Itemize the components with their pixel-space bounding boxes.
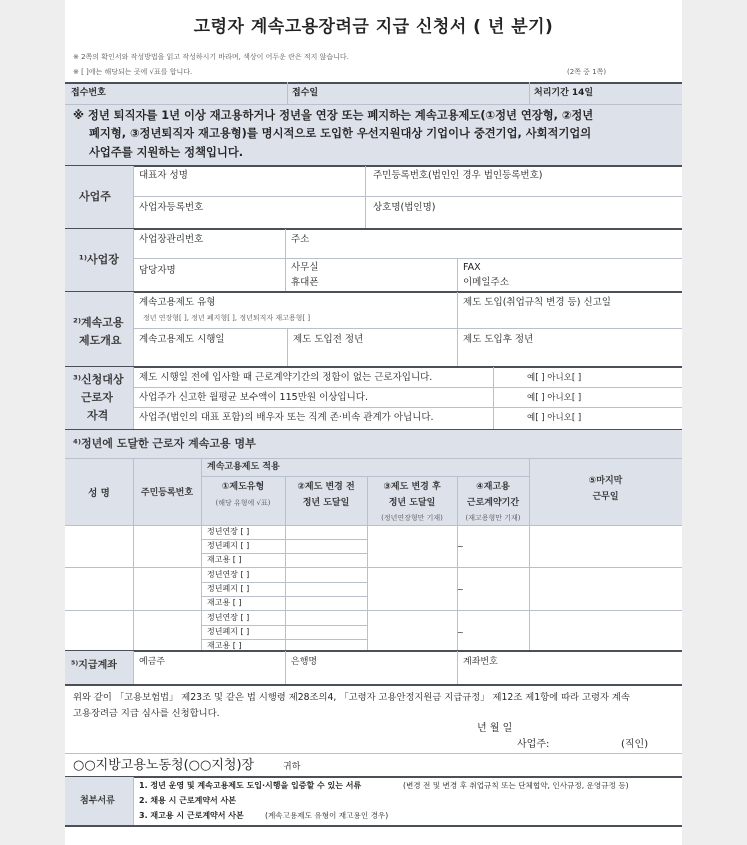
col-last-2: 근무일 [592,492,619,502]
intro-line-2: 폐지형, ③정년퇴직자 재고용형)를 명시적으로 도입한 우선지원대상 기업이나 중견기업, 사회적기업의 [89,127,592,140]
attachment-1-detail: (변경 전 및 변경 후 취업규칙 또는 단체협약, 인사규정, 운영규정 등) [403,781,629,790]
eligibility-check-1[interactable]: 예[ ] 아니오[ ] [527,373,582,383]
employer-signature-label[interactable]: 사업주: [517,739,550,750]
attachment-3-detail: (계속고용제도 유형이 재고용인 경우) [265,811,389,820]
intro-line-3: 사업주를 지원하는 정책입니다. [89,146,244,159]
eligibility-check-3[interactable]: 예[ ] 아니오[ ] [527,413,582,423]
receipt-date: 접수일 [292,88,319,98]
col-resident: 주민등록번호 [140,488,194,498]
system-label-1: ²⁾계속고용 [73,316,124,329]
col-last-1: ⑤마지막 [588,476,623,486]
mobile-field[interactable]: 휴대폰 [291,277,319,288]
workplace-mgmt-field[interactable]: 사업장관리번호 [139,234,204,245]
attachments-label: 첨부서류 [80,796,115,806]
worker-list-title: ⁴⁾정년에 도달한 근로자 계속고용 명부 [73,437,256,450]
attachment-2: 2. 채용 시 근로계약서 사본 [139,796,237,805]
seal-label: (직인) [621,739,649,750]
email-field[interactable]: 이메일주소 [463,277,509,288]
business-reg-field[interactable]: 사업자등록번호 [139,202,204,213]
report-date-field[interactable]: 제도 도입(취업규칙 변경 등) 신고일 [463,297,611,308]
system-type-options[interactable]: 정년 연장형[ ], 정년 폐지형[ ], 정년퇴직자 재고용형[ ] [143,314,311,322]
declaration-line-1: 위와 같이 「고용보험법」 제23조 및 같은 법 시행령 제28조의4, 「고령자 고용안정지원금 지급규정」 제12조 제1항에 따라 고령자 계속 [73,692,630,703]
row1-type-rehire[interactable]: 재고용 [ ] [207,555,242,564]
row2-type-extend[interactable]: 정년연장 [ ] [207,570,250,579]
account-label: ⁵⁾지급계좌 [71,660,117,671]
attachment-1-main: 1. 정년 운영 및 계속고용제도 도입·시행을 입증할 수 있는 서류 [139,781,362,790]
col-before-2: 정년 도달일 [302,498,350,508]
system-label-2: 제도개요 [79,334,122,347]
row1-type-extend[interactable]: 정년연장 [ ] [207,527,250,536]
fax-field[interactable]: FAX [463,262,481,273]
form-title: 고령자 계속고용장려금 지급 신청서 ( 년 분기) [193,17,554,37]
col-after-1: ③제도 변경 후 [383,482,441,492]
col-applied: 계속고용제도 적용 [207,462,280,472]
col-type-2: (해당 유형에 √표) [215,499,271,507]
workplace-label: ¹⁾사업장 [79,253,119,266]
note-instructions: ※ 2쪽의 확인서와 작성방법을 읽고 작성하시기 바라며, 색상이 어두운 란은 적지 않습니다. [73,53,349,61]
eligibility-label-1: ³⁾신청대상 [73,373,124,386]
recipient-suffix: 귀하 [283,762,301,772]
resident-number-field[interactable]: 주민등록번호(법인인 경우 법인등록번호) [373,170,543,181]
col-rehire-2: 근로계약기간 [466,498,520,508]
after-age-field[interactable]: 제도 도입후 정년 [463,334,534,345]
eligibility-label-2: 근로자 [81,391,113,404]
office-phone-field[interactable]: 사무실 [291,262,319,273]
row2-type-abolish[interactable]: 정년폐지 [ ] [207,584,250,593]
attachment-3-main: 3. 재고용 시 근로계약서 사본 [139,811,244,820]
row1-type-abolish[interactable]: 정년폐지 [ ] [207,541,250,550]
page-indicator: (2쪽 중 1쪽) [567,68,607,76]
eligibility-item-1: 제도 시행일 전에 입사할 때 근로계약기간의 정함이 없는 근로자입니다. [139,372,433,383]
processing-period: 처리기간 14일 [534,88,594,98]
recipient: ○○지방고용노동청(○○지청)장 [73,758,255,773]
eligibility-item-2: 사업주가 신고한 월평균 보수액이 115만원 이상입니다. [139,392,368,403]
before-age-field[interactable]: 제도 도입전 정년 [293,334,364,345]
receipt-number: 접수번호 [71,88,106,98]
col-name: 성 명 [88,488,110,499]
employer-label: 사업주 [79,190,111,203]
col-rehire-1: ④재고용 [476,482,510,492]
eligibility-label-3: 자격 [87,409,109,422]
application-form [65,0,682,845]
account-holder-field[interactable]: 예금주 [139,657,166,667]
col-rehire-3: (재고용형만 기재) [465,514,521,522]
row3-type-abolish[interactable]: 정년폐지 [ ] [207,627,250,636]
col-after-2: 정년 도달일 [388,498,436,508]
row2-type-rehire[interactable]: 재고용 [ ] [207,598,242,607]
row3-tilde: ~ [457,628,464,637]
col-before-1: ②제도 변경 전 [297,482,355,492]
col-after-3: (정년연장형만 기재) [381,514,443,522]
system-type-label: 계속고용제도 유형 [139,297,216,308]
bank-name-field[interactable]: 은행명 [291,657,318,667]
note-checkmark: ※ [ ]에는 해당되는 곳에 √표를 합니다. [73,68,193,76]
row3-type-rehire[interactable]: 재고용 [ ] [207,641,242,650]
declaration-line-2: 고용장려금 지급 심사를 신청합니다. [73,708,220,719]
row3-type-extend[interactable]: 정년연장 [ ] [207,613,250,622]
col-type-1: ①제도유형 [221,482,265,492]
account-number-field[interactable]: 계좌번호 [463,657,498,667]
eligibility-item-3: 사업주(법인의 대표 포함)의 배우자 또는 직계 존·비속 관계가 아닙니다. [139,412,434,423]
rep-name-field[interactable]: 대표자 성명 [139,170,188,181]
effective-date-field[interactable]: 계속고용제도 시행일 [139,334,225,345]
address-field[interactable]: 주소 [291,234,310,245]
company-name-field[interactable]: 상호명(법인명) [373,202,436,213]
row1-tilde: ~ [457,542,464,551]
row2-tilde: ~ [457,585,464,594]
eligibility-check-2[interactable]: 예[ ] 아니오[ ] [527,393,582,403]
declaration-date[interactable]: 년 월 일 [477,723,513,734]
intro-line-1: ※ 정년 퇴직자를 1년 이상 재고용하거나 정년을 연장 또는 폐지하는 계속고용제도(①정년 연장형, ②정년 [73,109,594,122]
manager-field[interactable]: 담당자명 [139,265,176,276]
